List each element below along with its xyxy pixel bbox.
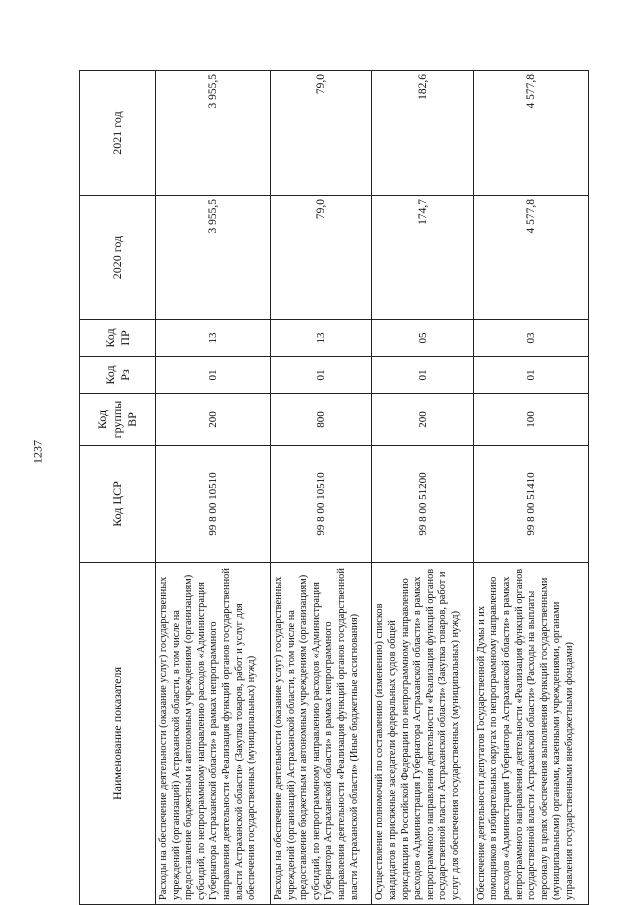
row-rz: 01 [372,357,473,394]
row-pr: 13 [271,320,372,357]
row-2021: 3 955,5 [156,71,271,196]
row-pr: 13 [156,320,271,357]
row-2020: 4 577,8 [473,196,588,320]
rotated-page [79,71,589,905]
row-2020: 79,0 [271,196,372,320]
header-vr: Код группы ВР [80,394,156,446]
budget-table [79,70,589,905]
row-name: Расходы на обеспечение деятельности (оказание услуг) государственных учреждений (организаций) Астраханской области, в том числе на предоставление бюджетным и автономным учреждениям (организациям) субсидий, по непрограммному направлению расходов «Администрация Губернатора Астраханской области» в рамках непрограммного направления деятельности «Реализация функций органов государственной власти Астраханской области» (Иные бюджетные ассигнования) [271,563,372,905]
row-pr: 05 [372,320,473,357]
header-2020: 2020 год [80,196,156,320]
row-csr: 99 8 00 10510 [156,446,271,563]
row-rz: 01 [473,357,588,394]
row-csr: 99 8 00 51410 [473,446,588,563]
header-2021: 2021 год [80,71,156,196]
header-pr: Код ПР [80,320,156,357]
row-name: Обеспечение деятельности депутатов Государственной Думы и их помощников в избирательных округах по непрограммному направлению расходов «Администрация Губернатора Астраханской области» в рамках непрограммного направления деятельности «Реализация функций органов государственной власти Астраханской области» (Расходы на выплаты персоналу в целях обеспечения выполнения функций государственными (муниципальными) органами, казенными учреждениями, органами управления государственными внебюджетными фондами) [473,563,588,905]
row-vr: 800 [271,394,372,446]
row-2021: 182,6 [372,71,473,196]
row-rz: 01 [271,357,372,394]
row-csr: 99 8 00 51200 [372,446,473,563]
row-vr: 200 [156,394,271,446]
row-csr: 99 8 00 10510 [271,446,372,563]
row-vr: 100 [473,394,588,446]
table-row [156,71,271,905]
row-pr: 03 [473,320,588,357]
table-row [372,71,473,905]
row-2021: 4 577,8 [473,71,588,196]
row-2020: 3 955,5 [156,196,271,320]
row-name: Расходы на обеспечение деятельности (оказание услуг) государственных учреждений (организаций) Астраханской области, в том числе на предоставление бюджетным и автономным учреждениям (организациям) субсидий, по непрограммному направлению расходов «Администрация Губернатора Астраханской области» в рамках непрограммного направления деятельности «Реализация функций органов государственной власти Астраханской области» (Закупка товаров, работ и услуг для обеспечения государственных (муниципальных) нужд) [156,563,271,905]
table-row [473,71,588,905]
header-csr: Код ЦСР [80,446,156,563]
header-rz: Код Рз [80,357,156,394]
table-row [271,71,372,905]
row-vr: 200 [372,394,473,446]
header-name: Наименование показателя [80,563,156,905]
table-header-row [80,71,156,905]
row-name: Осуществление полномочий по составлению (изменению) списков кандидатов в присяжные заседатели федеральных судов общей юрисдикции в Российской Федерации по непрограммному направлению расходов «Администрация Губернатора Астраханской области» в рамках непрограммного направления деятельности «Реализация функций органов государственной власти Астраханской области» (Закупка товаров, работ и услуг для обеспечения государственных (муниципальных) нужд) [372,563,473,905]
page-number: 1237 [30,440,45,464]
row-2021: 79,0 [271,71,372,196]
row-2020: 174,7 [372,196,473,320]
row-rz: 01 [156,357,271,394]
